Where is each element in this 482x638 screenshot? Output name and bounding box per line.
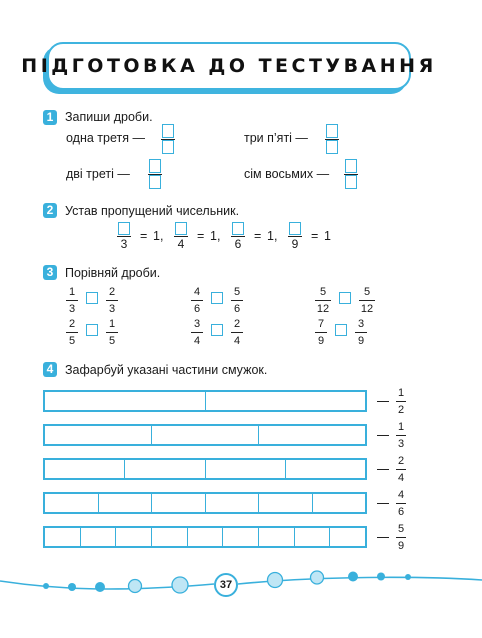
fraction-strip[interactable] xyxy=(43,458,367,480)
fraction-strip[interactable] xyxy=(43,424,367,446)
denominator: 9 xyxy=(317,335,325,347)
numerator: 2 xyxy=(397,455,405,467)
denominator: 3 xyxy=(108,303,116,315)
dash xyxy=(377,401,389,402)
numerator: 3 xyxy=(193,318,201,330)
numerator: 5 xyxy=(363,286,371,298)
compare-box[interactable] xyxy=(86,292,98,304)
strip-segment[interactable] xyxy=(45,460,124,478)
fraction-answer-2[interactable] xyxy=(326,124,338,154)
one: 1 xyxy=(324,229,331,243)
compare-box[interactable] xyxy=(86,324,98,336)
fraction-a xyxy=(315,318,327,347)
task-number-4: 4 xyxy=(43,362,57,377)
strip-segment[interactable] xyxy=(312,494,366,512)
denominator: 9 xyxy=(397,540,405,552)
fraction-b xyxy=(359,286,375,315)
fraction-a xyxy=(191,318,203,347)
strip-segment[interactable] xyxy=(45,494,98,512)
wave-dot xyxy=(311,571,324,584)
denominator-2: 4 xyxy=(177,237,185,251)
fraction-a xyxy=(191,286,203,315)
fraction-b xyxy=(106,318,118,347)
denominator-3: 6 xyxy=(234,237,242,251)
page-number: 37 xyxy=(214,573,238,597)
strip-segment[interactable] xyxy=(285,460,365,478)
strip-segment[interactable] xyxy=(151,494,205,512)
denominator: 2 xyxy=(397,404,405,416)
strip-segment[interactable] xyxy=(45,528,80,546)
wave-dot xyxy=(129,580,142,593)
denominator: 6 xyxy=(397,506,405,518)
denominator: 4 xyxy=(233,335,241,347)
numerator-box-4[interactable] xyxy=(289,222,301,235)
strip-segment[interactable] xyxy=(205,392,366,410)
denominator: 4 xyxy=(193,335,201,347)
fraction-a xyxy=(66,286,78,315)
task-3-text: Порівняй дроби. xyxy=(65,266,161,280)
task-1-text: Запиши дроби. xyxy=(65,110,153,124)
equals-sign: = xyxy=(254,229,262,243)
denominator: 5 xyxy=(68,335,76,347)
dash xyxy=(377,435,389,436)
task-number-3: 3 xyxy=(43,265,57,280)
denominator: 6 xyxy=(233,303,241,315)
task-2-equations xyxy=(118,222,358,252)
task-1-item-4: сім восьмих — xyxy=(244,167,330,181)
strip-fraction xyxy=(396,455,406,484)
strip-segment[interactable] xyxy=(258,426,365,444)
fraction-answer-3[interactable] xyxy=(149,159,161,189)
numerator: 1 xyxy=(397,387,405,399)
wave-dot xyxy=(172,577,188,593)
one-comma: 1, xyxy=(210,229,221,243)
wave-dot xyxy=(95,582,105,592)
numerator: 1 xyxy=(108,318,116,330)
fraction-b xyxy=(106,286,118,315)
denominator-4: 9 xyxy=(291,237,299,251)
numerator: 5 xyxy=(233,286,241,298)
compare-box[interactable] xyxy=(211,324,223,336)
numerator: 2 xyxy=(108,286,116,298)
strip-segment[interactable] xyxy=(151,426,258,444)
strip-segment[interactable] xyxy=(205,460,285,478)
denominator: 4 xyxy=(397,472,405,484)
one-comma: 1, xyxy=(153,229,164,243)
wave-dot xyxy=(68,583,76,591)
numerator: 1 xyxy=(397,421,405,433)
task-number-1: 1 xyxy=(43,110,57,125)
strip-segment[interactable] xyxy=(222,528,258,546)
denominator: 9 xyxy=(357,335,365,347)
denominator: 3 xyxy=(68,303,76,315)
task-1-item-3: дві треті — xyxy=(66,167,130,181)
fraction-answer-4[interactable] xyxy=(345,159,357,189)
denominator-1: 3 xyxy=(120,237,128,251)
compare-box[interactable] xyxy=(339,292,351,304)
compare-box[interactable] xyxy=(211,292,223,304)
denominator: 5 xyxy=(108,335,116,347)
strip-fraction xyxy=(396,387,406,416)
numerator-box-2[interactable] xyxy=(175,222,187,235)
numerator: 2 xyxy=(233,318,241,330)
title-box xyxy=(21,42,437,90)
fraction-answer-1[interactable] xyxy=(162,124,174,154)
strip-fraction xyxy=(396,489,406,518)
strip-segment[interactable] xyxy=(45,392,205,410)
strip-segment[interactable] xyxy=(258,494,312,512)
numerator: 4 xyxy=(397,489,405,501)
strip-segment[interactable] xyxy=(258,528,294,546)
strip-segment[interactable] xyxy=(329,528,365,546)
numerator: 7 xyxy=(317,318,325,330)
fraction-b xyxy=(231,318,243,347)
strip-segment[interactable] xyxy=(98,494,152,512)
task-number-2: 2 xyxy=(43,203,57,218)
strip-segment[interactable] xyxy=(205,494,259,512)
numerator: 5 xyxy=(319,286,327,298)
equals-sign: = xyxy=(140,229,148,243)
fraction-strip[interactable] xyxy=(43,526,367,548)
wave-dot xyxy=(348,572,358,582)
task-2-text: Устав пропущений чисельник. xyxy=(65,204,240,218)
strip-segment[interactable] xyxy=(45,426,151,444)
strip-fraction xyxy=(396,421,406,450)
numerator-box-1[interactable] xyxy=(118,222,130,235)
denominator: 12 xyxy=(316,303,330,315)
dash xyxy=(377,503,389,504)
denominator: 6 xyxy=(193,303,201,315)
equals-sign: = xyxy=(311,229,319,243)
strip-segment[interactable] xyxy=(151,528,187,546)
fraction-a xyxy=(315,286,331,315)
strip-segment[interactable] xyxy=(187,528,223,546)
fraction-strip[interactable] xyxy=(43,390,367,412)
compare-box[interactable] xyxy=(335,324,347,336)
fraction-b xyxy=(231,286,243,315)
task-1-item-1: одна третя — xyxy=(66,131,145,145)
numerator: 5 xyxy=(397,523,405,535)
strip-segment[interactable] xyxy=(294,528,330,546)
numerator: 3 xyxy=(357,318,365,330)
numerator: 4 xyxy=(193,286,201,298)
equals-sign: = xyxy=(197,229,205,243)
one-comma: 1, xyxy=(267,229,278,243)
fraction-b xyxy=(355,318,367,347)
wave-dot xyxy=(43,583,49,589)
strip-segment[interactable] xyxy=(115,528,151,546)
denominator: 3 xyxy=(397,438,405,450)
fraction-strip[interactable] xyxy=(43,492,367,514)
strip-segment[interactable] xyxy=(124,460,204,478)
denominator: 12 xyxy=(360,303,374,315)
wave-dot xyxy=(377,573,385,581)
strip-segment[interactable] xyxy=(80,528,116,546)
strip-fraction xyxy=(396,523,406,552)
footer-wave xyxy=(0,560,482,600)
dash xyxy=(377,469,389,470)
numerator: 2 xyxy=(68,318,76,330)
numerator-box-3[interactable] xyxy=(232,222,244,235)
wave-dot xyxy=(268,573,283,588)
wave-dot xyxy=(405,574,411,580)
task-1-item-2: три п’яті — xyxy=(244,131,308,145)
fraction-a xyxy=(66,318,78,347)
numerator: 1 xyxy=(68,286,76,298)
page-title: ПІДГОТОВКА ДО ТЕСТУВАННЯ xyxy=(21,55,437,77)
dash xyxy=(377,537,389,538)
task-4-text: Зафарбуй указані частини смужок. xyxy=(65,363,268,377)
